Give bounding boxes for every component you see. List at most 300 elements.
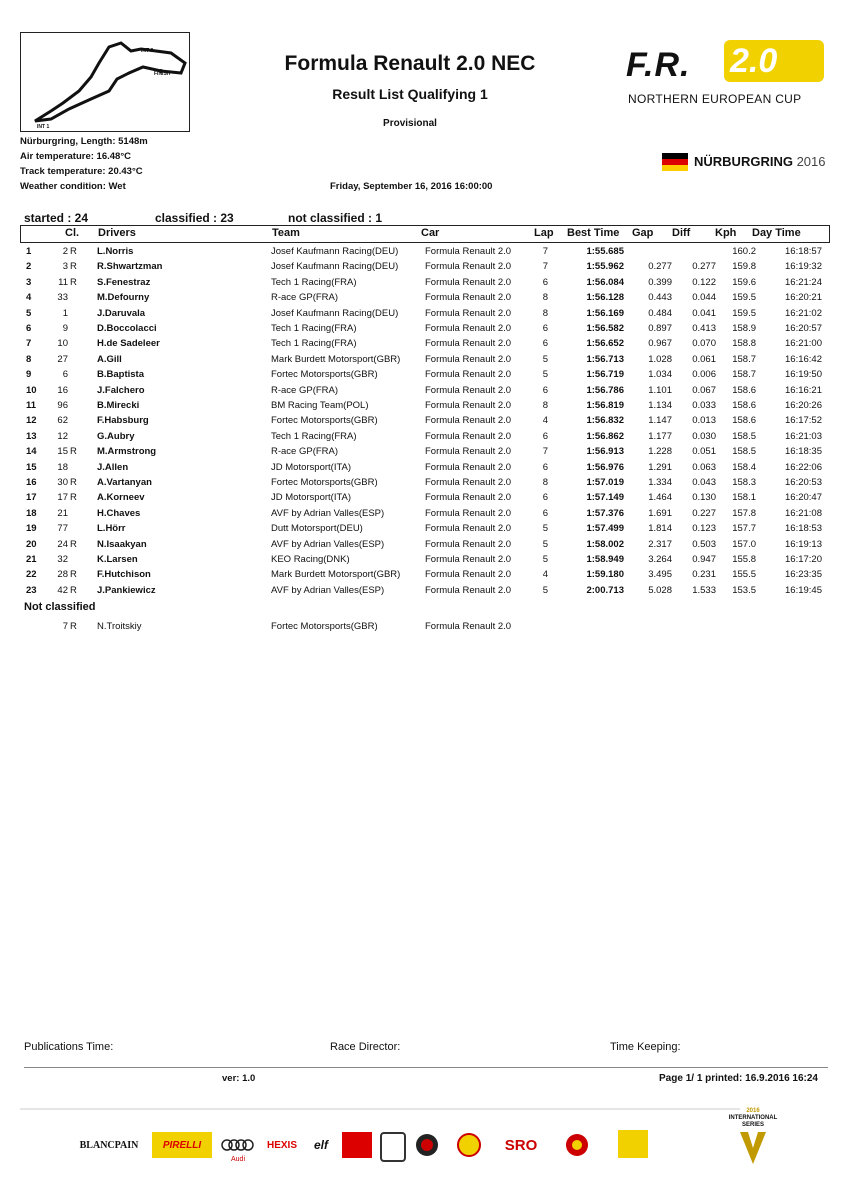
row-best-time: 1:59.180 xyxy=(586,569,624,581)
table-row xyxy=(20,492,828,507)
row-diff: 0.130 xyxy=(692,492,716,504)
row-position: 8 xyxy=(26,353,32,365)
row-team: R-ace GP(FRA) xyxy=(271,292,339,304)
row-gap: 1.691 xyxy=(648,507,672,519)
row-best-time: 1:57.376 xyxy=(586,507,624,519)
table-row xyxy=(20,354,828,369)
row-team: Josef Kaufmann Racing(DEU) xyxy=(271,246,399,257)
count-classified: classified : 23 xyxy=(155,211,234,225)
row-position: 22 xyxy=(26,569,37,581)
row-driver: M.Defourny xyxy=(97,292,150,304)
row-car: Formula Renault 2.0 xyxy=(425,477,512,488)
sponsor-logo-red xyxy=(342,1132,372,1158)
row-car: Formula Renault 2.0 xyxy=(425,246,512,257)
row-best-time: 1:56.913 xyxy=(586,446,624,458)
row-day-time: 16:20:26 xyxy=(785,400,822,411)
row-day-time: 16:19:32 xyxy=(785,261,822,273)
germany-flag-icon xyxy=(662,153,688,171)
row-best-time: 1:57.499 xyxy=(586,523,624,535)
row-car-number: 17 xyxy=(57,492,68,504)
row-position: 15 xyxy=(26,461,37,473)
row-car-number: 24 xyxy=(57,538,68,550)
row-kph: 157.8 xyxy=(732,507,756,519)
row-driver: F.Habsburg xyxy=(97,415,149,427)
row-driver: F.Hutchison xyxy=(97,569,151,581)
row-laps: 5 xyxy=(542,584,548,596)
row-team: Josef Kaufmann Racing(DEU) xyxy=(271,307,399,319)
table-row xyxy=(20,246,828,261)
row-car: Formula Renault 2.0 xyxy=(425,276,512,288)
row-team: BM Racing Team(POL) xyxy=(271,400,369,411)
row-driver: G.Aubry xyxy=(97,430,135,442)
intl-series-line2: SERIES xyxy=(741,1122,764,1128)
row-kph: 155.8 xyxy=(732,554,756,565)
row-car-number: 3 xyxy=(62,261,68,273)
row-class: R xyxy=(70,246,77,257)
row-gap: 1.147 xyxy=(648,415,672,427)
not-classified-title: Not classified xyxy=(24,601,96,613)
row-kph: 159.6 xyxy=(732,276,756,288)
page-subtitle: Result List Qualifying 1 xyxy=(332,86,488,102)
row-driver: J.Daruvala xyxy=(97,307,146,319)
row-best-time: 1:56.786 xyxy=(586,384,624,396)
row-laps: 7 xyxy=(542,261,548,273)
table-row xyxy=(20,369,828,384)
row-car: Formula Renault 2.0 xyxy=(425,415,512,427)
row-gap: 0.967 xyxy=(648,338,672,350)
row-car-number: 77 xyxy=(57,523,68,535)
page-title: Formula Renault 2.0 NEC xyxy=(284,52,536,75)
row-day-time: 16:20:53 xyxy=(785,477,822,488)
table-row xyxy=(20,585,828,600)
row-position: 5 xyxy=(26,307,32,319)
intl-series-year: 2016 xyxy=(746,1108,760,1114)
row-kph: 158.5 xyxy=(732,446,756,458)
row-best-time: 1:55.685 xyxy=(586,246,624,257)
track-map-graphic xyxy=(21,33,189,131)
row-gap: 3.495 xyxy=(648,569,672,581)
col-diff: Diff xyxy=(672,227,691,239)
row-position: 23 xyxy=(26,584,37,596)
event-year: 2016 xyxy=(796,154,826,169)
row-diff: 0.033 xyxy=(692,400,716,411)
row-gap: 3.264 xyxy=(648,554,672,565)
row-team: AVF by Adrian Valles(ESP) xyxy=(271,507,385,519)
row-driver: N.Isaakyan xyxy=(97,538,147,550)
row-position: 11 xyxy=(26,400,37,411)
row-diff: 0.122 xyxy=(692,276,716,288)
row-position: 3 xyxy=(26,276,32,288)
row-driver: J.Allen xyxy=(97,461,129,473)
table-row xyxy=(20,338,828,353)
row-driver: H.de Sadeleer xyxy=(97,338,160,350)
row-best-time: 1:56.862 xyxy=(586,430,624,442)
table-row xyxy=(20,400,828,415)
row-day-time: 16:19:45 xyxy=(785,584,822,596)
sponsor-logo-badge xyxy=(412,1132,442,1158)
row-class: R xyxy=(70,569,77,581)
row-best-time: 1:55.962 xyxy=(586,261,624,273)
sponsor-blancpain-logo: BLANCPAIN xyxy=(79,1139,139,1151)
row-laps: 6 xyxy=(542,430,548,442)
row-day-time: 16:20:47 xyxy=(785,492,822,504)
row-team: JD Motorsport(ITA) xyxy=(271,461,352,473)
row-team: Mark Burdett Motorsport(GBR) xyxy=(271,569,401,581)
col-car: Car xyxy=(421,227,440,239)
row-car-number: 32 xyxy=(57,554,68,565)
row-car-number: 16 xyxy=(57,384,68,396)
nc-team: Fortec Motorsports(GBR) xyxy=(271,621,378,632)
row-driver: L.Norris xyxy=(97,246,134,257)
row-class: R xyxy=(70,477,77,488)
row-car: Formula Renault 2.0 xyxy=(425,353,512,365)
row-diff: 0.067 xyxy=(692,384,716,396)
logo-version: 2.0 xyxy=(730,42,778,80)
row-kph: 159.8 xyxy=(732,261,756,273)
sponsor-elf-logo: elf xyxy=(313,1138,328,1152)
row-position: 10 xyxy=(26,384,37,396)
row-position: 16 xyxy=(26,477,37,488)
table-row xyxy=(20,523,828,538)
row-team: Josef Kaufmann Racing(DEU) xyxy=(271,261,399,273)
sponsor-hexis-logo: HEXIS xyxy=(266,1139,297,1151)
intl-series-line1: INTERNATIONAL xyxy=(728,1115,778,1121)
row-team: Mark Burdett Motorsport(GBR) xyxy=(271,353,401,365)
row-gap: 2.317 xyxy=(648,538,672,550)
row-class: R xyxy=(70,446,77,458)
row-day-time: 16:20:21 xyxy=(785,292,822,304)
row-position: 12 xyxy=(26,415,37,427)
row-day-time: 16:19:13 xyxy=(785,538,822,550)
row-position: 17 xyxy=(26,492,37,504)
row-best-time: 1:56.128 xyxy=(586,292,624,304)
sponsor-logo-crest xyxy=(456,1132,482,1158)
row-team: KEO Racing(DNK) xyxy=(271,554,350,565)
row-gap: 1.101 xyxy=(648,384,672,396)
table-row xyxy=(20,508,828,523)
row-team: AVF by Adrian Valles(ESP) xyxy=(271,584,385,596)
footer-swoosh xyxy=(20,1108,740,1110)
row-day-time: 16:18:57 xyxy=(785,246,822,257)
row-laps: 5 xyxy=(542,353,548,365)
row-day-time: 16:21:03 xyxy=(785,430,822,442)
row-team: Tech 1 Racing(FRA) xyxy=(271,276,357,288)
row-kph: 158.7 xyxy=(732,369,756,381)
row-car-number: 11 xyxy=(58,276,68,288)
row-driver: A.Korneev xyxy=(97,492,145,504)
row-driver: H.Chaves xyxy=(97,507,141,519)
row-class: R xyxy=(70,538,77,550)
row-position: 13 xyxy=(26,430,37,442)
row-position: 14 xyxy=(26,446,37,458)
row-diff: 0.947 xyxy=(692,554,716,565)
row-team: R-ace GP(FRA) xyxy=(271,446,339,458)
row-laps: 7 xyxy=(542,246,548,257)
row-car-number: 30 xyxy=(57,477,68,488)
row-driver: A.Gill xyxy=(97,353,122,365)
count-started: started : 24 xyxy=(24,211,89,225)
row-diff: 0.030 xyxy=(692,430,716,442)
row-gap: 0.443 xyxy=(648,292,672,304)
row-gap: 0.484 xyxy=(648,307,672,319)
sponsor-adac-logo xyxy=(618,1130,648,1158)
row-diff: 0.013 xyxy=(692,415,716,427)
row-car-number: 33 xyxy=(57,292,68,304)
row-day-time: 16:22:06 xyxy=(785,461,822,473)
row-kph: 158.6 xyxy=(732,384,756,396)
col-best-time: Best Time xyxy=(567,227,620,239)
row-gap: 0.277 xyxy=(648,261,672,273)
page-info: Page 1/ 1 printed: 16.9.2016 16:24 xyxy=(659,1073,818,1084)
row-best-time: 1:56.084 xyxy=(586,276,624,288)
track-label-finish: FINISH xyxy=(154,71,171,77)
sponsor-logo-s xyxy=(380,1132,406,1162)
sponsor-audi-label: Audi xyxy=(230,1156,245,1163)
table-row xyxy=(20,477,828,492)
status-label: Provisional xyxy=(383,118,437,129)
row-position: 4 xyxy=(26,292,32,304)
table-row xyxy=(20,277,828,292)
row-diff: 0.061 xyxy=(692,353,716,365)
row-kph: 158.5 xyxy=(732,430,756,442)
row-car: Formula Renault 2.0 xyxy=(425,569,512,581)
row-gap: 1.814 xyxy=(648,523,672,535)
track-label-int2: INT 2 xyxy=(141,48,154,54)
row-laps: 6 xyxy=(542,507,548,519)
row-kph: 153.5 xyxy=(732,584,756,596)
row-laps: 5 xyxy=(542,523,548,535)
row-car-number: 28 xyxy=(57,569,68,581)
row-kph: 158.4 xyxy=(732,461,756,473)
row-diff: 0.231 xyxy=(692,569,716,581)
nc-car: Formula Renault 2.0 xyxy=(425,621,512,632)
footer-divider xyxy=(24,1067,828,1068)
row-team: AVF by Adrian Valles(ESP) xyxy=(271,538,385,550)
row-laps: 5 xyxy=(542,538,548,550)
row-driver: A.Vartanyan xyxy=(97,477,152,488)
row-kph: 159.5 xyxy=(732,307,756,319)
row-kph: 160.2 xyxy=(732,246,756,257)
table-row xyxy=(20,308,828,323)
row-car: Formula Renault 2.0 xyxy=(425,584,512,596)
row-laps: 6 xyxy=(542,276,548,288)
row-team: R-ace GP(FRA) xyxy=(271,384,339,396)
col-gap: Gap xyxy=(632,227,654,239)
row-driver: M.Armstrong xyxy=(97,446,157,458)
row-gap: 1.028 xyxy=(648,353,672,365)
row-gap: 0.399 xyxy=(648,276,672,288)
session-date: Friday, September 16, 2016 16:00:00 xyxy=(330,181,493,192)
row-driver: D.Boccolacci xyxy=(97,323,157,334)
row-diff: 0.063 xyxy=(692,461,716,473)
row-class: R xyxy=(70,492,77,504)
row-car-number: 1 xyxy=(62,307,68,319)
row-car-number: 6 xyxy=(62,369,68,381)
row-kph: 158.1 xyxy=(732,492,756,504)
row-car: Formula Renault 2.0 xyxy=(425,292,512,304)
row-car-number: 27 xyxy=(57,353,68,365)
row-diff: 0.043 xyxy=(692,477,716,488)
table-row xyxy=(20,323,828,338)
row-kph: 158.9 xyxy=(732,323,756,334)
row-position: 18 xyxy=(26,507,37,519)
row-car: Formula Renault 2.0 xyxy=(425,384,512,396)
table-row xyxy=(20,415,828,430)
event-label xyxy=(694,154,826,169)
table-row xyxy=(20,554,828,569)
nc-driver: N.Troitskiy xyxy=(97,621,142,632)
row-laps: 5 xyxy=(542,554,548,565)
row-team: Fortec Motorsports(GBR) xyxy=(271,415,378,427)
row-driver: B.Mirecki xyxy=(97,400,140,411)
row-car-number: 62 xyxy=(57,415,68,427)
row-day-time: 16:21:08 xyxy=(785,507,822,519)
row-diff: 0.123 xyxy=(692,523,716,535)
row-laps: 6 xyxy=(542,461,548,473)
row-gap: 1.228 xyxy=(648,446,672,458)
row-position: 1 xyxy=(26,246,32,257)
col-team: Team xyxy=(272,227,300,239)
row-kph: 158.7 xyxy=(732,353,756,365)
row-position: 2 xyxy=(26,261,32,273)
row-car-number: 2 xyxy=(62,246,68,257)
air-temperature: Air temperature: 16.48°C xyxy=(20,151,131,162)
row-car: Formula Renault 2.0 xyxy=(425,400,512,411)
row-best-time: 1:56.819 xyxy=(586,400,624,411)
row-kph: 155.5 xyxy=(732,569,756,581)
row-gap: 1.334 xyxy=(648,477,672,488)
row-car: Formula Renault 2.0 xyxy=(425,523,512,535)
col-kph: Kph xyxy=(715,227,737,239)
version-label: ver: 1.0 xyxy=(222,1073,256,1084)
row-laps: 8 xyxy=(542,307,548,319)
table-row xyxy=(20,569,828,584)
row-driver: J.Pankiewicz xyxy=(97,584,156,596)
row-car-number: 10 xyxy=(57,338,68,350)
row-best-time: 1:58.002 xyxy=(586,538,624,550)
row-day-time: 16:20:57 xyxy=(785,323,822,334)
row-car-number: 96 xyxy=(57,400,68,411)
row-laps: 4 xyxy=(542,415,548,427)
row-car: Formula Renault 2.0 xyxy=(425,338,512,350)
international-series-logo xyxy=(720,1108,820,1170)
row-laps: 6 xyxy=(542,384,548,396)
row-diff: 0.044 xyxy=(692,292,716,304)
row-diff: 0.413 xyxy=(692,323,716,334)
row-gap: 5.028 xyxy=(648,584,672,596)
row-day-time: 16:16:21 xyxy=(785,384,822,396)
row-team: Fortec Motorsports(GBR) xyxy=(271,477,378,488)
row-day-time: 16:23:35 xyxy=(785,569,822,581)
row-class: R xyxy=(70,261,77,273)
row-diff: 0.227 xyxy=(692,507,716,519)
row-position: 20 xyxy=(26,538,37,550)
row-day-time: 16:21:24 xyxy=(785,276,822,288)
row-driver: J.Falchero xyxy=(97,384,145,396)
row-position: 9 xyxy=(26,369,32,381)
sponsor-logo-round xyxy=(562,1132,592,1158)
row-kph: 158.6 xyxy=(732,400,756,411)
nc-car-number: 7 xyxy=(62,621,68,632)
table-row xyxy=(20,539,828,554)
weather-condition: Weather condition: Wet xyxy=(20,181,126,192)
col-drivers: Drivers xyxy=(98,227,136,239)
row-car-number: 42 xyxy=(57,584,68,596)
fr20-logo xyxy=(620,40,830,110)
row-diff: 0.051 xyxy=(692,446,716,458)
row-team: Tech 1 Racing(FRA) xyxy=(271,323,357,334)
row-car-number: 18 xyxy=(57,461,68,473)
row-class: R xyxy=(70,584,77,596)
row-kph: 158.3 xyxy=(732,477,756,488)
row-kph: 158.8 xyxy=(732,338,756,350)
row-car: Formula Renault 2.0 xyxy=(425,446,512,458)
row-diff: 0.006 xyxy=(692,369,716,381)
row-laps: 6 xyxy=(542,323,548,334)
row-gap: 1.291 xyxy=(648,461,672,473)
row-best-time: 1:58.949 xyxy=(586,554,624,565)
not-classified-row xyxy=(20,621,828,636)
row-kph: 159.5 xyxy=(732,292,756,304)
row-gap: 1.464 xyxy=(648,492,672,504)
row-driver: L.Hörr xyxy=(97,523,126,535)
row-team: Dutt Motorsport(DEU) xyxy=(271,523,363,535)
row-car: Formula Renault 2.0 xyxy=(425,554,512,565)
row-laps: 4 xyxy=(542,569,548,581)
row-kph: 157.0 xyxy=(732,538,756,550)
row-laps: 5 xyxy=(542,369,548,381)
row-driver: K.Larsen xyxy=(97,554,138,565)
table-row xyxy=(20,462,828,477)
time-keeping: Time Keeping: xyxy=(610,1041,681,1053)
row-car-number: 15 xyxy=(57,446,68,458)
row-best-time: 1:57.019 xyxy=(586,477,624,488)
row-car: Formula Renault 2.0 xyxy=(425,369,512,381)
sponsor-pirelli-logo: PIRELLI xyxy=(152,1132,212,1158)
row-car-number: 12 xyxy=(57,430,68,442)
row-class: R xyxy=(70,276,77,288)
row-gap: 0.897 xyxy=(648,323,672,334)
row-position: 6 xyxy=(26,323,32,334)
sponsor-sro-logo: SRO xyxy=(504,1136,538,1154)
row-driver: R.Shwartzman xyxy=(97,261,163,273)
row-diff: 0.277 xyxy=(692,261,716,273)
row-laps: 6 xyxy=(542,492,548,504)
row-laps: 8 xyxy=(542,477,548,488)
intl-series-emblem-icon xyxy=(738,1130,768,1168)
row-best-time: 2:00.713 xyxy=(586,584,624,596)
row-position: 21 xyxy=(26,554,37,565)
event-name: NÜRBURGRING xyxy=(694,154,793,169)
row-best-time: 1:56.832 xyxy=(586,415,624,427)
row-day-time: 16:18:53 xyxy=(785,523,822,535)
table-row xyxy=(20,385,828,400)
row-laps: 8 xyxy=(542,292,548,304)
row-team: Tech 1 Racing(FRA) xyxy=(271,338,357,350)
row-car: Formula Renault 2.0 xyxy=(425,507,512,519)
circuit-info: Nürburgring, Length: 5148m xyxy=(20,136,148,147)
row-diff: 0.503 xyxy=(692,538,716,550)
row-driver: S.Fenestraz xyxy=(97,276,151,288)
row-best-time: 1:56.713 xyxy=(586,353,624,365)
row-laps: 6 xyxy=(542,338,548,350)
logo-fr: F.R. xyxy=(626,46,691,84)
row-kph: 158.6 xyxy=(732,415,756,427)
row-car-number: 21 xyxy=(57,507,68,519)
row-diff: 0.070 xyxy=(692,338,716,350)
track-map xyxy=(20,32,190,132)
row-best-time: 1:56.169 xyxy=(586,307,624,319)
